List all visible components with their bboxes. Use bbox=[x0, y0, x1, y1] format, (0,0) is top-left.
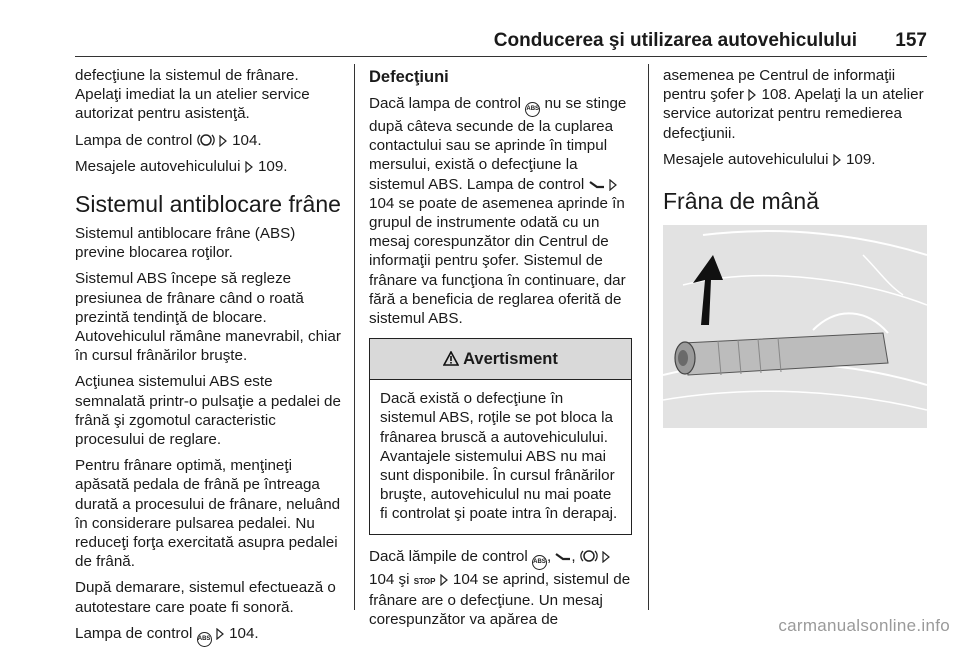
abs-icon: ABS bbox=[525, 102, 540, 117]
page-reference-icon bbox=[833, 154, 842, 166]
column-3 bbox=[663, 66, 927, 221]
stop-icon: STOP bbox=[413, 576, 436, 586]
column-1 bbox=[75, 66, 345, 654]
abs-icon: ABS bbox=[197, 632, 212, 647]
section-heading: Defecţiuni bbox=[369, 68, 449, 86]
chapter-title: Conducerea şi utilizarea autovehiculului bbox=[493, 30, 857, 51]
wrench-icon bbox=[555, 551, 571, 563]
page-reference-icon bbox=[609, 179, 618, 191]
page-reference-icon bbox=[748, 89, 757, 101]
page-reference-icon bbox=[602, 551, 611, 563]
warning-box bbox=[369, 338, 632, 534]
paragraph: Lampa de control ABS 104. bbox=[75, 624, 345, 647]
paragraph: Mesajele autovehiculului 109. bbox=[75, 157, 288, 175]
parking-brake-drawing bbox=[663, 225, 927, 428]
brake-warning-icon bbox=[197, 133, 215, 147]
paragraph: Lampa de control 104. bbox=[75, 131, 262, 149]
paragraph: După demarare, sistemul efectuează o autotestare care poate fi sonoră. bbox=[75, 579, 336, 616]
column-divider bbox=[354, 64, 355, 610]
warning-triangle-icon bbox=[443, 351, 459, 366]
paragraph: Dacă lămpile de control ABS, , 104 şi STOP 104 se aprind, sistemul de frânare are o defecţiune. Un mesaj corespunzător va apărea de bbox=[369, 547, 631, 629]
paragraph: asemenea pe Centrul de informaţii pentru şofer 108. Apelaţi la un atelier service autorizat pentru remedierea defecţiunii. bbox=[663, 67, 924, 142]
abs-icon: ABS bbox=[532, 555, 547, 570]
column-2 bbox=[369, 66, 632, 636]
brake-warning-icon bbox=[580, 549, 598, 563]
column-divider bbox=[648, 64, 649, 610]
paragraph: Dacă lampa de control ABS nu se stinge după câteva secunde de la cuplarea contactului sau se aprinde în timpul mersului, există o defecţiune la sistemul ABS. Lampa de control 104 se poate de asemenea aprinde în grupul de instrumente odată cu un mesaj corespunzător din Centrul de informaţii pentru şofer. Sistemul de frânare va funcţiona în continuare, dar fără a beneficia de reglarea oferită de sistemul ABS. bbox=[369, 95, 627, 328]
wrench-icon bbox=[589, 179, 605, 191]
page-reference-icon bbox=[216, 628, 225, 640]
header-divider bbox=[75, 56, 927, 57]
section-heading: Frâna de mână bbox=[663, 188, 819, 215]
page-number: 157 bbox=[895, 30, 927, 51]
watermark: carmanualsonline.info bbox=[778, 616, 950, 635]
page-reference-icon bbox=[245, 161, 254, 173]
paragraph: defecţiune la sistemul de frânare. Apelaţi imediat la un atelier service autorizat pentru asistenţă. bbox=[75, 67, 310, 123]
paragraph: Pentru frânare optimă, menţineţi apăsată pedala de frână pe întreaga durată a procesului de frânare, neluând în considerare pulsarea pedalei. Nu reduceţi forţa exercitată asupra pedalei de frână. bbox=[75, 457, 341, 571]
paragraph: Sistemul ABS începe să regleze presiunea de frânare când o roată prezintă tendinţă de blocare. Autovehiculul rămâne manevrabil, chiar în cursul frânărilor bruşte. bbox=[75, 270, 341, 365]
warning-text: Dacă există o defecţiune în sistemul ABS, roţile se pot bloca la frânarea bruscă a autovehiculului. Avantajele sistemului ABS nu mai sunt disponibile. În cursul frânărilor bruşte, autovehiculul nu mai poate fi controlat şi poate intra în derapaj. bbox=[380, 390, 618, 523]
page-header bbox=[75, 28, 927, 54]
page-reference-icon bbox=[219, 135, 228, 147]
paragraph: Mesajele autovehiculului 109. bbox=[663, 150, 876, 168]
parking-brake-illustration bbox=[663, 225, 927, 428]
page-reference-icon bbox=[440, 574, 449, 586]
paragraph: Sistemul antiblocare frâne (ABS) previne blocarea roţilor. bbox=[75, 225, 296, 262]
warning-header: Avertisment bbox=[370, 339, 631, 380]
paragraph: Acţiunea sistemului ABS este semnalată printr-o pulsaţie a pedalei de frână şi zgomotul caracteristic procesului de reglare. bbox=[75, 373, 341, 449]
section-heading: Sistemul antiblocare frâne bbox=[75, 191, 341, 218]
